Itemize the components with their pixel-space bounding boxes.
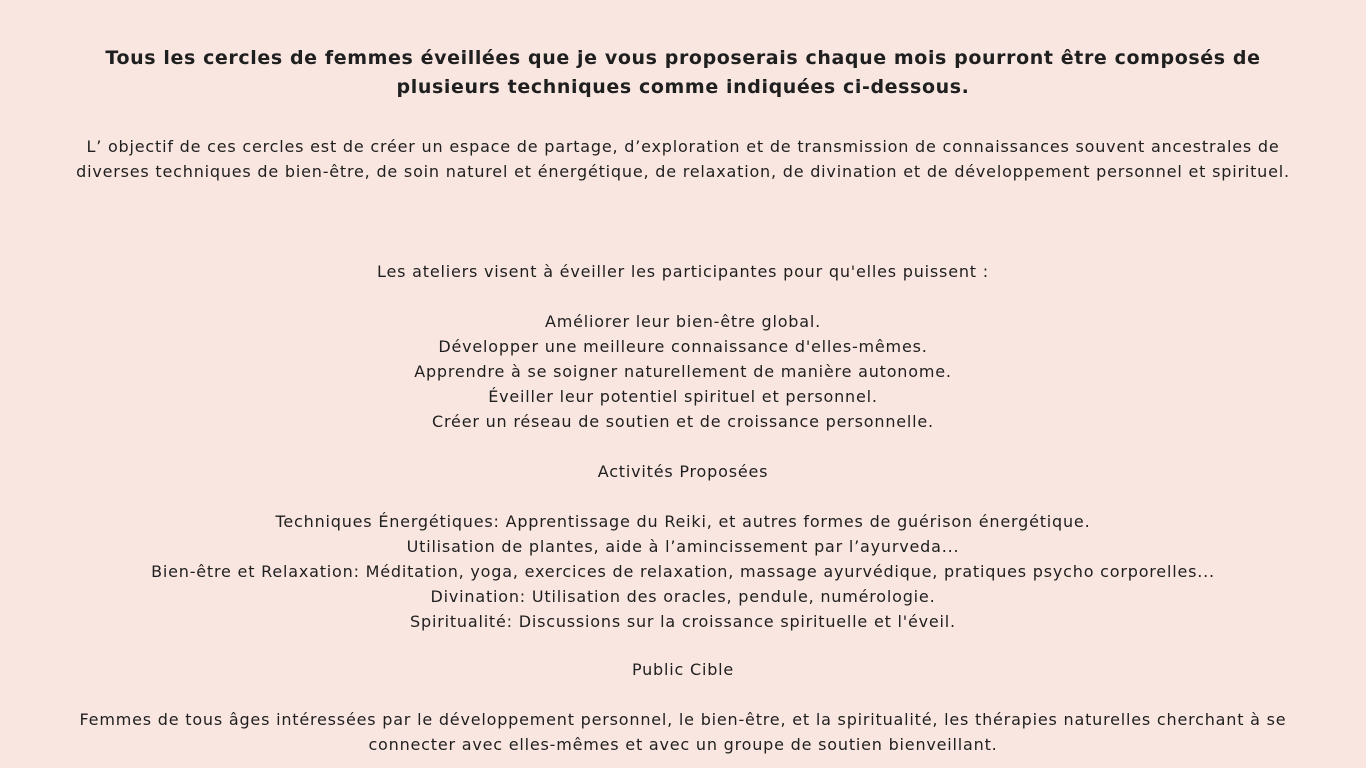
objective-item: Apprendre à se soigner naturellement de manière autonome. [414, 362, 952, 381]
page-heading: Tous les cercles de femmes éveillées que je vous proposerais chaque mois pourront être composés de plusieurs techniques comme indiquées ci-dessous. [105, 47, 1261, 98]
objective-item: Développer une meilleure connaissance d'elles-mêmes. [438, 337, 928, 356]
public-paragraph: Femmes de tous âges intéressées par le développement personnel, le bien-être, et la spiritualité, les thérapies naturelles cherchant à se connecter avec elles-mêmes et avec un groupe de soutien bienveillant. [79, 710, 1287, 754]
public-title: Public Cible [631, 660, 735, 679]
intro-paragraph: L’ objectif de ces cercles est de créer un espace de partage, d’exploration et de transmission de connaissances souvent ancestrales de diverses techniques de bien-être, de soin naturel et énergétique, de relaxation, de divination et de développement personnel et spirituel. [76, 137, 1290, 181]
ateliers-intro: Les ateliers visent à éveiller les participantes pour qu'elles puissent : [377, 262, 989, 281]
activity-item: Utilisation de plantes, aide à l’amincissement par l’ayurveda... [406, 537, 960, 556]
activities-title: Activités Proposées [597, 462, 769, 481]
activity-item: Divination: Utilisation des oracles, pendule, numérologie. [430, 587, 936, 606]
objective-item: Éveiller leur potentiel spirituel et personnel. [488, 387, 878, 406]
objective-item: Créer un réseau de soutien et de croissance personnelle. [432, 412, 934, 431]
activity-item: Techniques Énergétiques: Apprentissage du Reiki, et autres formes de guérison énergétique. [275, 512, 1091, 531]
objective-item: Améliorer leur bien-être global. [545, 312, 821, 331]
activity-item: Bien-être et Relaxation: Méditation, yoga, exercices de relaxation, massage ayurvédique, pratiques psycho corporelles... [151, 562, 1215, 581]
activities-list [50, 509, 1316, 634]
activity-item: Spiritualité: Discussions sur la croissance spirituelle et l'éveil. [410, 612, 956, 631]
objectives-list [50, 309, 1316, 434]
